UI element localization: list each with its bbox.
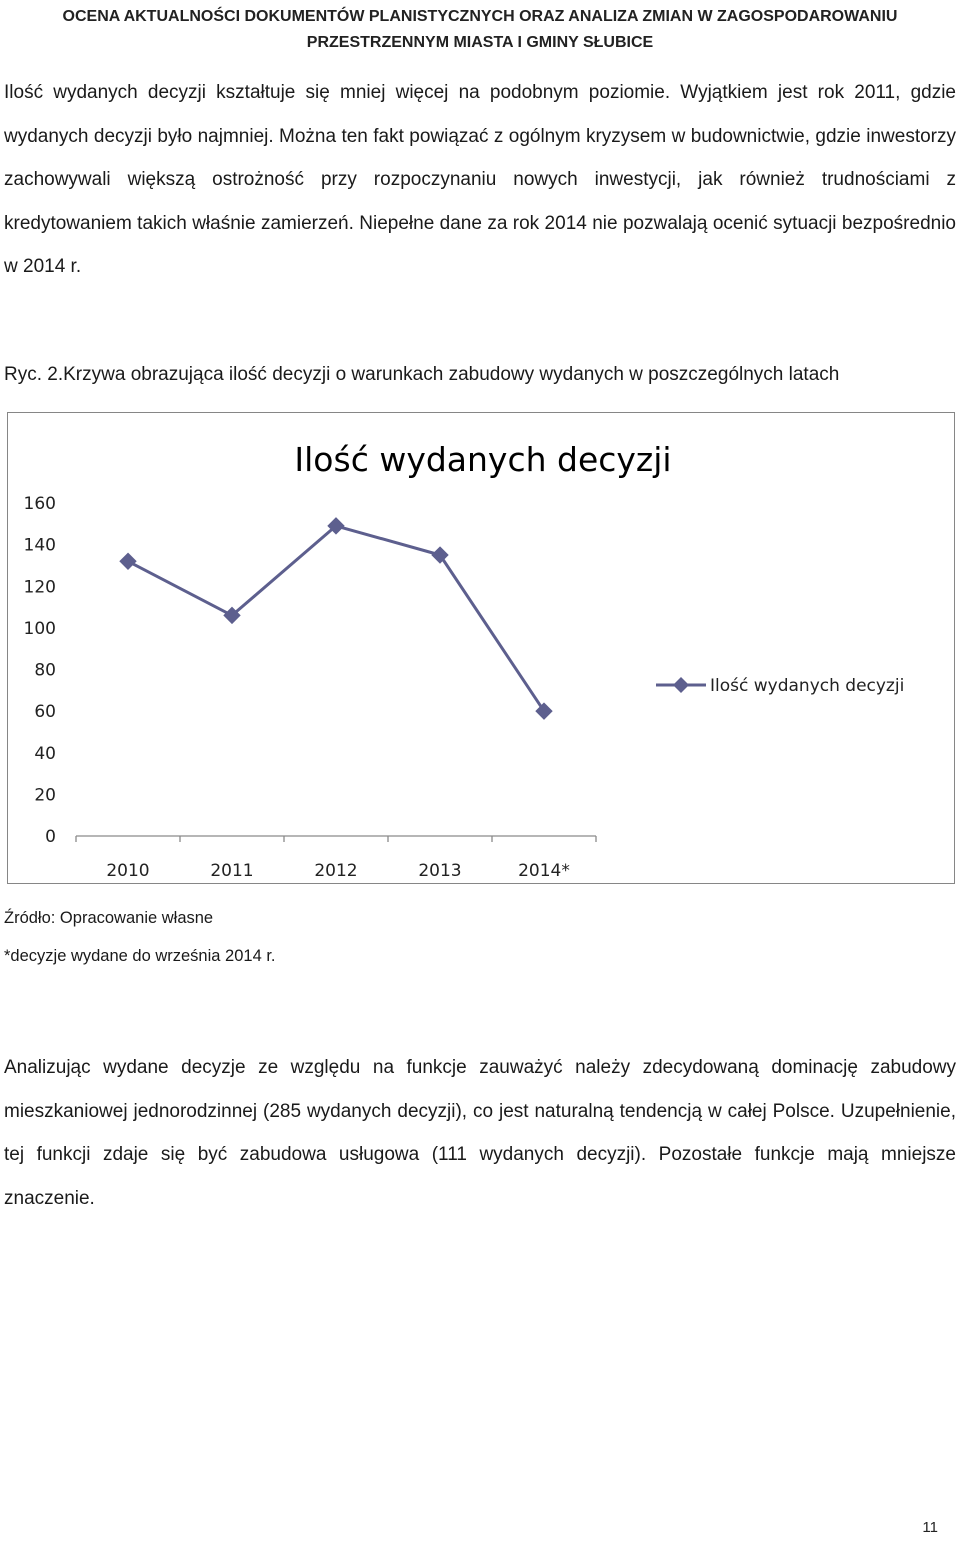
page-number: 11	[922, 1519, 938, 1536]
line-chart	[7, 412, 955, 884]
x-tick-label: 2012	[314, 861, 358, 881]
y-tick-label: 140	[23, 535, 56, 556]
y-tick-label: 20	[34, 785, 56, 806]
y-tick-label: 40	[34, 743, 56, 764]
legend	[656, 676, 904, 696]
y-tick-label: 120	[23, 577, 56, 598]
paragraph-decisions-level: Ilość wydanych decyzji kształtuje się mniej więcej na podobnym poziomie. Wyjątkiem jest rok 2011, gdzie wydanych decyzji było najmniej. Można ten fakt powiązać z ogólnym kryzysem w budownictwie, gdzie inwestorzy zachowywali większą ostrożność przy rozpoczynaniu nowych inwestycji, jak również trudnościami z kredytowaniem takich właśnie zamierzeń. Niepełne dane za rok 2014 nie pozwalają ocenić sytuacji bezpośrednio w 2014 r.	[4, 82, 956, 277]
y-tick-label: 60	[34, 702, 56, 723]
legend-marker	[673, 677, 689, 693]
legend-label: Ilość wydanych decyzji	[710, 676, 905, 696]
y-tick-label: 80	[34, 660, 56, 681]
y-tick-label: 0	[45, 827, 56, 847]
data-point-marker	[536, 703, 552, 719]
paragraph-functions-analysis: Analizując wydane decyzje ze względu na funkcje zauważyć należy zdecydowaną dominację zabudowy mieszkaniowej jednorodzinnej (285 wydanych decyzji), co jest naturalną tendencją w całej Polsce. Uzupełnienie, tej funkcji zdaje się być zabudowa usługowa (111 wydanych decyzji). Pozostałe funkcje mają mniejsze znaczenie.	[4, 1057, 956, 1209]
x-tick-label: 2011	[210, 861, 254, 881]
y-tick-label: 100	[23, 618, 56, 639]
series-line	[128, 526, 544, 711]
chart-title: Ilość wydanych decyzji	[294, 440, 672, 479]
data-point-marker	[432, 547, 448, 563]
y-tick-label: 160	[23, 494, 56, 514]
document-header	[0, 4, 960, 56]
figure-caption: Ryc. 2.Krzywa obrazująca ilość decyzji o warunkach zabudowy wydanych w poszczególnych latach	[4, 364, 840, 385]
x-axis	[76, 836, 596, 881]
data-point-marker	[120, 553, 136, 569]
header-line-2: PRZESTRZENNYM MIASTA I GMINY SŁUBICE	[306, 34, 654, 51]
x-tick-label: 2010	[106, 861, 150, 881]
x-tick-label: 2013	[418, 861, 462, 881]
y-axis-ticks	[24, 494, 56, 847]
chart-svg	[8, 413, 954, 883]
chart-footnote: *decyzje wydane do września 2014 r.	[4, 947, 276, 965]
x-tick-label: 2014*	[518, 861, 570, 881]
chart-source: Źródło: Opracowanie własne	[4, 909, 214, 927]
series-layer	[120, 518, 552, 719]
header-line-1: OCENA AKTUALNOŚCI DOKUMENTÓW PLANISTYCZNYCH ORAZ ANALIZA ZMIAN W ZAGOSPODAROWANIU	[62, 8, 898, 25]
